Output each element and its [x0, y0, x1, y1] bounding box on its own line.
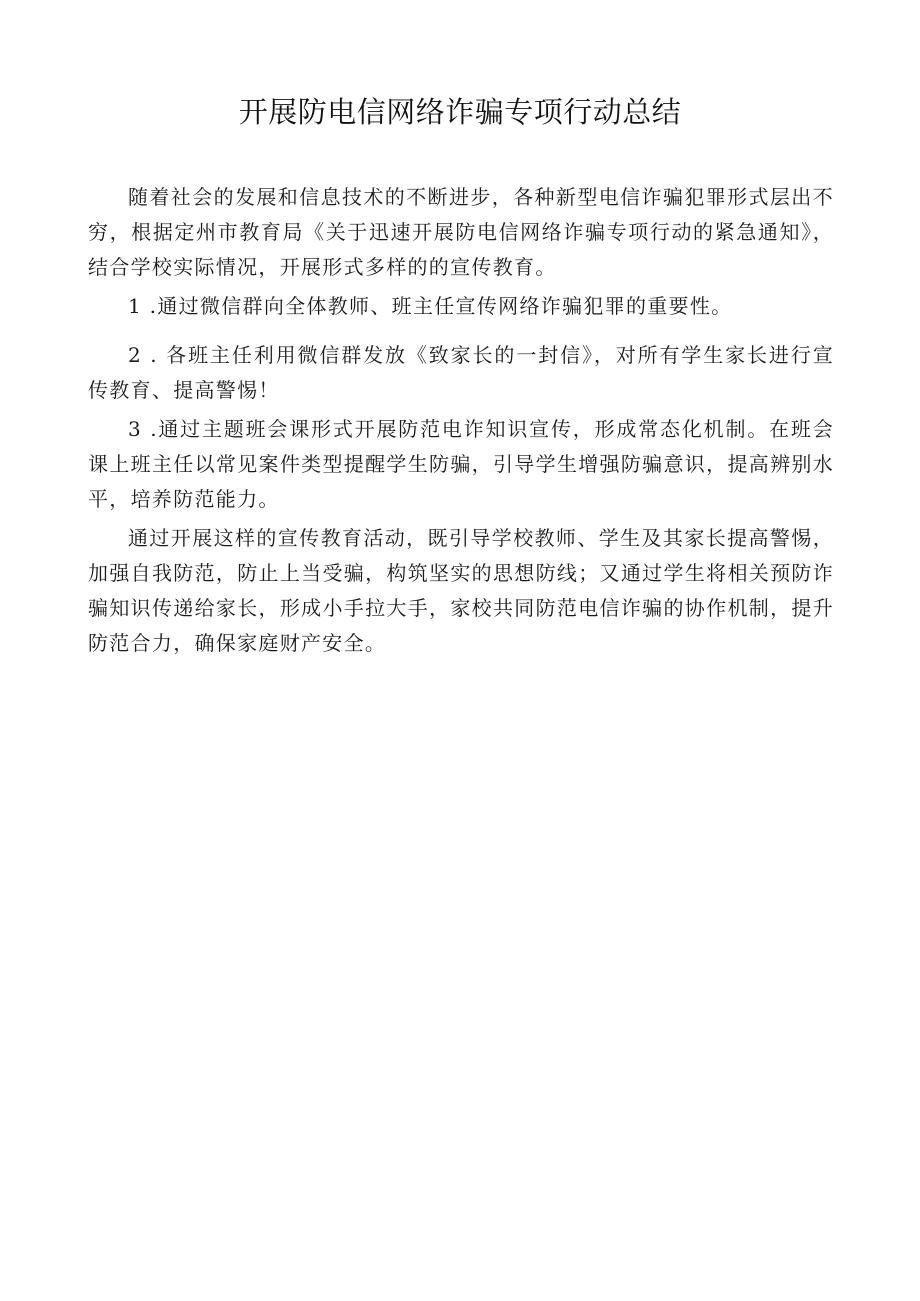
item-3-paragraph: 3 .通过主题班会课形式开展防范电诈知识宣传，形成常态化机制。在班会课上班主任以常见案件类型提醒学生防骗，引导学生增强防骗意识，提高辨别水平，培养防范能力。: [88, 417, 834, 511]
item-1-paragraph: 1 .通过微信群向全体教师、班主任宣传网络诈骗犯罪的重要性。: [128, 294, 733, 318]
document-title: 开展防电信网络诈骗专项行动总结: [238, 95, 682, 129]
document-body: [88, 180, 834, 661]
conclusion-paragraph: 通过开展这样的宣传教育活动，既引导学校教师、学生及其家长提高警惕，加强自我防范，防止上当受骗，构筑坚实的思想防线；又通过学生将相关预防诈骗知识传递给家长，形成小手拉大手，家校共同防范电信诈骗的协作机制，提升防范合力，确保家庭财产安全。: [88, 526, 834, 655]
item-2-paragraph: 2 . 各班主任利用微信群发放《致家长的一封信》，对所有学生家长进行宣传教育、提高警惕！: [88, 343, 834, 402]
intro-paragraph: 随着社会的发展和信息技术的不断进步，各种新型电信诈骗犯罪形式层出不穷，根据定州市教育局《关于迅速开展防电信网络诈骗专项行动的紧急通知》，结合学校实际情况，开展形式多样的的宣传教育。: [88, 185, 834, 279]
